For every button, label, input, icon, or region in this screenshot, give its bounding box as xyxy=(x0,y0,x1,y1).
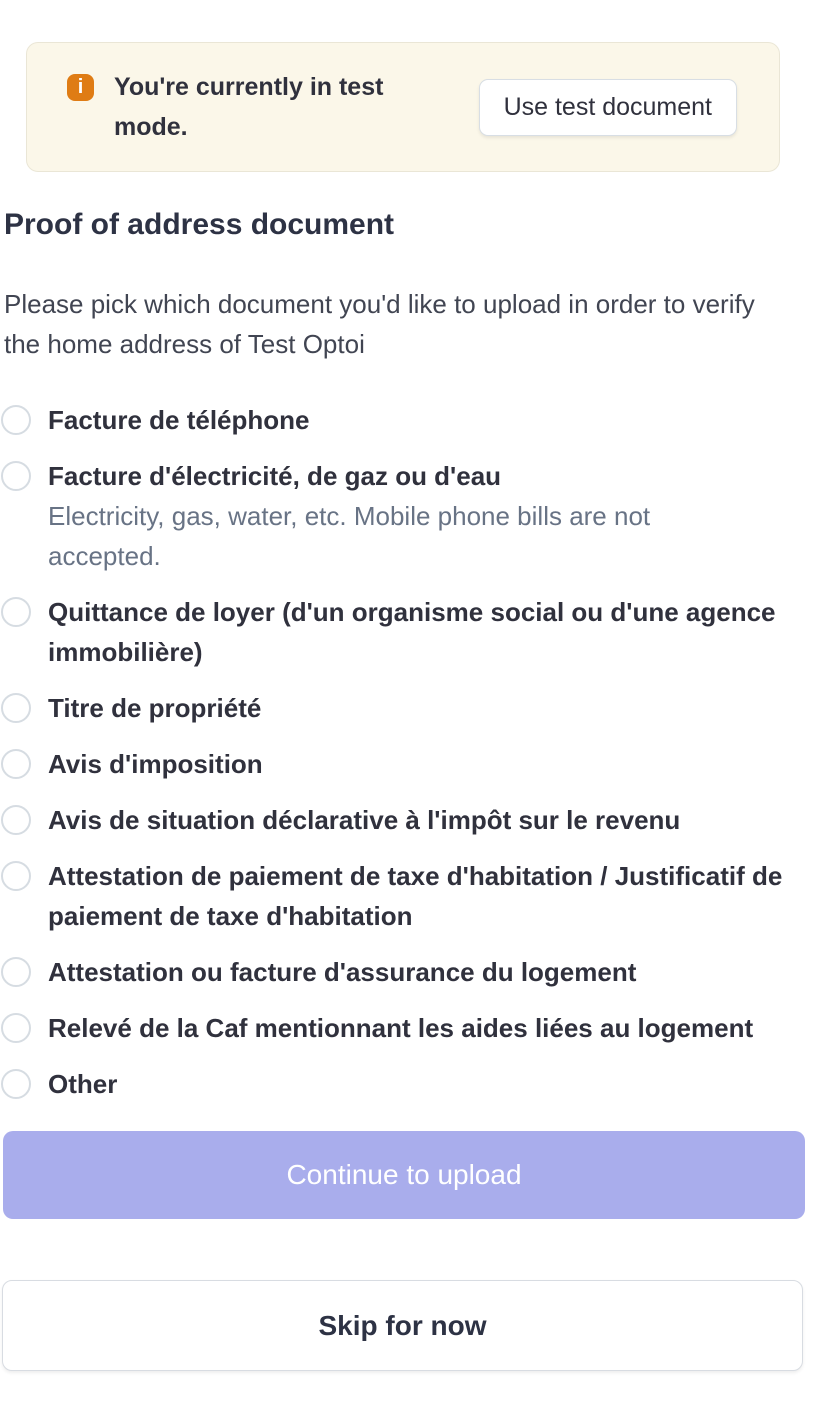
radio-button-icon[interactable] xyxy=(1,957,31,987)
option-label: Facture de téléphone xyxy=(48,405,310,435)
banner-message-group xyxy=(67,67,424,147)
option-text xyxy=(48,856,806,936)
option-text xyxy=(48,592,806,672)
option-label: Facture d'électricité, de gaz ou d'eau xyxy=(48,461,502,491)
continue-to-upload-button[interactable]: Continue to upload xyxy=(3,1131,805,1219)
radio-option[interactable] xyxy=(0,392,808,448)
radio-button-icon[interactable] xyxy=(1,405,31,435)
option-label: Avis d'imposition xyxy=(48,749,263,779)
radio-button-icon[interactable] xyxy=(1,749,31,779)
option-sublabel: Electricity, gas, water, etc. Mobile phone bills are not accepted. xyxy=(48,501,651,571)
radio-button-icon[interactable] xyxy=(1,1069,31,1099)
radio-option[interactable] xyxy=(0,792,808,848)
radio-button-icon[interactable] xyxy=(1,693,31,723)
radio-button-icon[interactable] xyxy=(1,1013,31,1043)
option-text xyxy=(48,800,680,840)
radio-option[interactable] xyxy=(0,848,808,944)
option-text xyxy=(48,744,263,784)
option-label: Avis de situation déclarative à l'impôt sur le revenu xyxy=(48,805,681,835)
option-label: Titre de propriété xyxy=(48,693,262,723)
option-text xyxy=(48,1064,117,1104)
radio-option[interactable] xyxy=(0,1000,808,1056)
option-label: Attestation ou facture d'assurance du logement xyxy=(48,957,637,987)
option-text xyxy=(48,952,636,992)
option-text xyxy=(48,1008,753,1048)
info-icon: i xyxy=(67,74,94,101)
skip-for-now-button[interactable]: Skip for now xyxy=(2,1280,803,1371)
use-test-document-button[interactable]: Use test document xyxy=(479,79,737,136)
radio-option[interactable] xyxy=(0,448,808,584)
radio-button-icon[interactable] xyxy=(1,597,31,627)
option-label: Relevé de la Caf mentionnant les aides liées au logement xyxy=(48,1013,754,1043)
test-mode-banner xyxy=(26,42,780,172)
option-text xyxy=(48,688,261,728)
banner-message: You're currently in test mode. xyxy=(114,73,384,141)
radio-option[interactable] xyxy=(0,584,808,680)
option-label: Attestation de paiement de taxe d'habitation / Justificatif de paiement de taxe d'habitation xyxy=(48,861,783,931)
option-label: Other xyxy=(48,1069,118,1099)
document-options-list xyxy=(0,392,808,1112)
radio-option[interactable] xyxy=(0,944,808,1000)
page-title: Proof of address document xyxy=(4,208,395,241)
radio-button-icon[interactable] xyxy=(1,461,31,491)
option-text xyxy=(48,456,748,576)
page-description: Please pick which document you'd like to upload in order to verify the home address of Test Optoi xyxy=(4,289,755,359)
option-label: Quittance de loyer (d'un organisme social ou d'une agence immobilière) xyxy=(48,597,776,667)
radio-button-icon[interactable] xyxy=(1,861,31,891)
radio-button-icon[interactable] xyxy=(1,805,31,835)
radio-option[interactable] xyxy=(0,1056,808,1112)
radio-option[interactable] xyxy=(0,736,808,792)
radio-option[interactable] xyxy=(0,680,808,736)
option-text xyxy=(48,400,310,440)
